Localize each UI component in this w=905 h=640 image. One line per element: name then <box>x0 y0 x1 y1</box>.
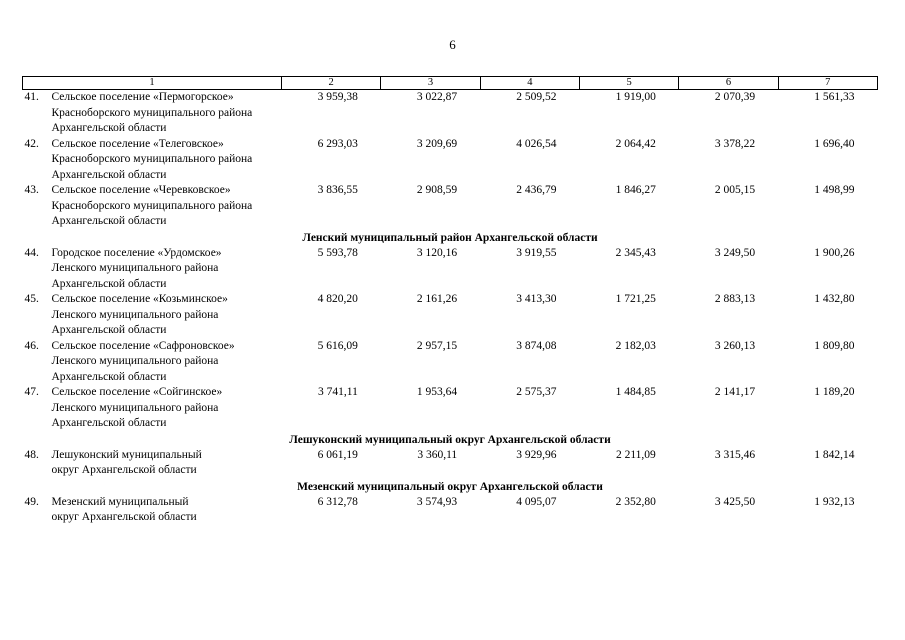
value-cell-col-2: 4 820,20 <box>317 293 358 305</box>
value-cell-col-5: 2 345,43 <box>615 246 656 259</box>
row-name-line: Лешуконский муниципальный <box>51 448 202 461</box>
row-name-line: Архангельской области <box>51 215 167 227</box>
column-number: 1 <box>23 77 282 90</box>
value-cell-col-3: 3 120,16 <box>416 246 458 259</box>
value-cell-col-7: 1 189,20 <box>814 386 855 398</box>
value-cell-col-7: 1 900,26 <box>814 246 855 259</box>
row-name-line: Красноборского муниципального района <box>51 153 253 165</box>
row-name-line: Сельское поселение «Козьминское» <box>51 293 228 305</box>
value-cell-col-6: 3 260,13 <box>714 339 756 352</box>
data-table <box>22 76 878 526</box>
value-cell-col-3: 1 953,64 <box>416 386 458 398</box>
row-name-line: Архангельской области <box>51 277 167 290</box>
row-name-line: Сельское поселение «Сойгинское» <box>51 386 223 398</box>
value-cell-col-2: 6 061,19 <box>317 448 358 461</box>
table-row <box>23 385 878 432</box>
value-cell-col-2: 6 293,03 <box>317 137 358 150</box>
value-cell-col-3: 2 161,26 <box>416 293 458 305</box>
section-heading: Лешуконский муниципальный округ Архангельской области <box>289 433 611 446</box>
value-cell-col-7: 1 809,80 <box>814 339 855 352</box>
value-cell-col-5: 2 182,03 <box>615 339 656 352</box>
row-index: 44. <box>24 246 39 259</box>
value-cell-col-2: 3 741,11 <box>318 386 358 398</box>
table-body <box>23 90 878 526</box>
value-cell-col-5: 2 352,80 <box>615 495 656 508</box>
row-index: 48. <box>24 448 39 461</box>
section-heading-row <box>23 230 878 246</box>
column-number: 3 <box>381 77 480 90</box>
value-cell-col-6: 2 005,15 <box>714 184 756 196</box>
section-heading: Ленский муниципальный район Архангельской области <box>302 231 598 244</box>
column-number: 5 <box>579 77 678 90</box>
table-row <box>23 183 878 230</box>
value-cell-col-4: 2 509,52 <box>516 91 557 103</box>
row-name-line: Ленского муниципального района <box>51 308 219 321</box>
row-index: 49. <box>24 495 39 508</box>
value-cell-col-2: 3 959,38 <box>317 91 358 103</box>
value-cell-col-6: 3 249,50 <box>714 246 756 259</box>
column-number: 2 <box>282 77 381 90</box>
row-name-line: Архангельской области <box>51 168 167 181</box>
table-row <box>23 339 878 386</box>
row-name-line: Сельское поселение «Пермогорское» <box>51 91 234 103</box>
row-index: 42. <box>24 137 39 150</box>
value-cell-col-7: 1 561,33 <box>814 91 855 103</box>
row-name-line: Архангельской области <box>51 122 167 134</box>
value-cell-col-5: 1 846,27 <box>615 184 656 196</box>
value-cell-col-6: 3 315,46 <box>714 448 756 461</box>
value-cell-col-4: 3 413,30 <box>516 293 557 305</box>
section-heading-row <box>23 479 878 495</box>
row-name-line: округ Архангельской области <box>51 511 197 523</box>
row-name-line: Сельское поселение «Сафроновское» <box>51 339 235 352</box>
value-cell-col-7: 1 696,40 <box>814 137 855 150</box>
row-name-cell <box>23 90 282 137</box>
value-cell-col-3: 3 574,93 <box>416 495 458 508</box>
value-cell-col-5: 1 919,00 <box>615 91 656 103</box>
row-name-line: Архангельской области <box>51 417 167 429</box>
table-row <box>23 495 878 526</box>
column-number: 7 <box>778 77 877 90</box>
table-row <box>23 246 878 293</box>
row-index: 47. <box>24 386 39 398</box>
value-cell-col-4: 2 575,37 <box>516 386 557 398</box>
row-name-line: Городское поселение «Урдомское» <box>51 246 222 259</box>
row-name-line: Ленского муниципального района <box>51 401 219 414</box>
row-name-cell <box>23 448 282 479</box>
row-index: 41. <box>24 91 39 103</box>
table-row <box>23 292 878 339</box>
row-name-line: Архангельской области <box>51 324 167 336</box>
column-number-header-row <box>23 77 878 90</box>
value-cell-col-6: 2 141,17 <box>714 386 756 398</box>
row-name-line: Красноборского муниципального района <box>51 199 253 212</box>
value-cell-col-6: 3 378,22 <box>714 137 756 150</box>
row-name-line: Сельское поселение «Телеговское» <box>51 137 224 150</box>
value-cell-col-3: 2 957,15 <box>416 339 458 352</box>
section-heading-row <box>23 432 878 448</box>
value-cell-col-4: 3 874,08 <box>516 339 557 352</box>
value-cell-col-4: 4 095,07 <box>516 495 557 508</box>
value-cell-col-5: 1 721,25 <box>615 293 656 305</box>
value-cell-col-5: 2 064,42 <box>615 137 656 150</box>
row-name-cell <box>23 385 282 432</box>
row-name-line: Сельское поселение «Черевковское» <box>51 184 231 196</box>
value-cell-col-4: 3 929,96 <box>516 448 557 461</box>
row-name-line: округ Архангельской области <box>51 464 197 476</box>
row-index: 43. <box>24 184 39 196</box>
table-row <box>23 137 878 184</box>
row-index: 45. <box>24 293 39 305</box>
value-cell-col-5: 1 484,85 <box>615 386 656 398</box>
value-cell-col-4: 3 919,55 <box>516 246 557 259</box>
value-cell-col-4: 2 436,79 <box>516 184 557 196</box>
row-name-line: Красноборского муниципального района <box>51 106 253 119</box>
value-cell-col-3: 3 022,87 <box>416 91 458 103</box>
row-name-cell <box>23 137 282 184</box>
table-row <box>23 90 878 137</box>
value-cell-col-3: 3 209,69 <box>416 137 458 150</box>
value-cell-col-3: 3 360,11 <box>417 448 458 461</box>
row-name-cell <box>23 292 282 339</box>
row-index: 46. <box>24 339 39 352</box>
value-cell-col-6: 3 425,50 <box>714 495 756 508</box>
section-heading: Мезенский муниципальный округ Архангельской области <box>297 480 603 493</box>
table-row <box>23 448 878 479</box>
value-cell-col-7: 1 432,80 <box>814 293 855 305</box>
value-cell-col-7: 1 498,99 <box>814 184 855 196</box>
value-cell-col-2: 5 593,78 <box>317 246 358 259</box>
value-cell-col-5: 2 211,09 <box>615 448 656 461</box>
value-cell-col-6: 2 883,13 <box>714 293 756 305</box>
value-cell-col-7: 1 842,14 <box>814 448 855 461</box>
value-cell-col-3: 2 908,59 <box>416 184 458 196</box>
column-number: 4 <box>480 77 579 90</box>
row-name-cell <box>23 495 282 526</box>
value-cell-col-2: 3 836,55 <box>317 184 358 196</box>
value-cell-col-4: 4 026,54 <box>516 137 557 150</box>
row-name-line: Ленского муниципального района <box>51 355 219 367</box>
row-name-line: Архангельской области <box>51 370 167 383</box>
column-number: 6 <box>679 77 778 90</box>
row-name-cell <box>23 246 282 293</box>
row-name-line: Мезенский муниципальный <box>51 495 189 508</box>
row-name-line: Ленского муниципального района <box>51 262 219 274</box>
value-cell-col-2: 6 312,78 <box>317 495 358 508</box>
value-cell-col-7: 1 932,13 <box>814 495 855 508</box>
value-cell-col-6: 2 070,39 <box>714 91 756 103</box>
page-number: 6 <box>449 37 456 52</box>
value-cell-col-2: 5 616,09 <box>317 339 358 352</box>
row-name-cell <box>23 183 282 230</box>
row-name-cell <box>23 339 282 386</box>
